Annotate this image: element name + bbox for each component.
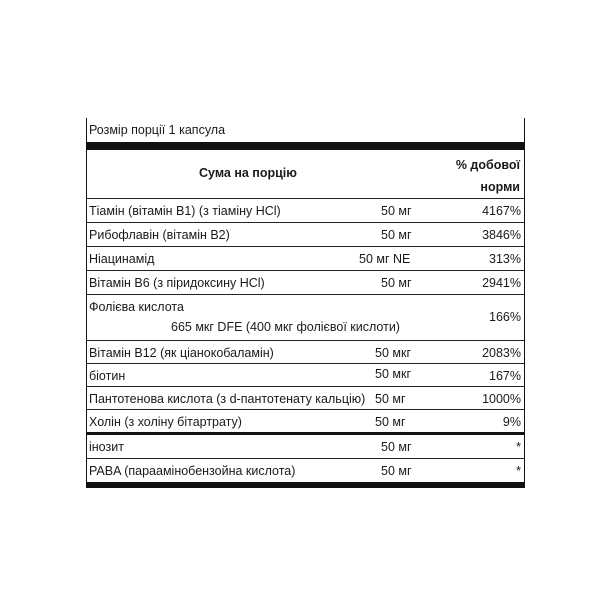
serving-size: Розмір порції 1 капсула: [89, 123, 226, 137]
daily-value-heading-line1: % добової: [455, 158, 520, 172]
nutrient-amount: 50 мг: [381, 464, 412, 478]
nutrient-name: біотин: [89, 369, 126, 383]
nutrient-name: Ніацинамід: [89, 252, 155, 266]
nutrient-row-pantothenic-acid: [87, 386, 524, 410]
table-header: [87, 150, 524, 198]
nutrient-name: Вітамін B12 (як ціанокобаламін): [89, 346, 274, 360]
nutrient-row-thiamin: [87, 198, 524, 223]
nutrient-daily-value: 4167%: [482, 204, 521, 218]
nutrient-daily-value: *: [516, 464, 521, 478]
nutrient-amount: 50 мг: [381, 204, 412, 218]
nutrient-name: Вітамін B6 (з піридоксину HCl): [89, 276, 265, 290]
nutrient-daily-value: 1000%: [482, 392, 521, 406]
nutrient-row-vitamin-b6: [87, 270, 524, 295]
nutrient-daily-value: 9%: [502, 415, 521, 429]
nutrient-amount: 665 мкг DFE (400 мкг фолієвої кислоти): [171, 320, 400, 334]
amount-per-serving-heading: Сума на порцію: [199, 166, 297, 180]
nutrient-amount: 50 мг: [375, 392, 406, 406]
nutrient-amount: 50 мкг: [375, 367, 411, 381]
daily-value-heading: [440, 154, 520, 198]
nutrient-row-paba: [87, 458, 524, 483]
nutrient-row-riboflavin: [87, 222, 524, 247]
nutrient-name: Тіамін (вітамін B1) (з тіаміну HCl): [89, 204, 281, 218]
nutrient-row-folic-acid: [87, 294, 524, 341]
nutrient-amount: 50 мг NE: [359, 252, 411, 266]
nutrient-name: Фолієва кислота: [89, 300, 184, 314]
nutrient-name: Холін (з холіну бітартрату): [89, 415, 242, 429]
nutrient-amount: 50 мкг: [375, 346, 411, 360]
nutrient-row-vitamin-b12: [87, 340, 524, 364]
nutrient-daily-value: 167%: [489, 369, 521, 383]
nutrient-row-niacinamide: [87, 246, 524, 271]
nutrient-daily-value: 2083%: [482, 346, 521, 360]
nutrient-name: інозит: [89, 440, 124, 454]
nutrient-daily-value: 3846%: [482, 228, 521, 242]
nutrient-daily-value: *: [516, 440, 521, 454]
bottom-divider: [87, 482, 524, 487]
nutrient-daily-value: 313%: [489, 252, 521, 266]
nutrient-name: Пантотенова кислота (з d-пантотенату кальцію): [89, 392, 366, 406]
nutrient-amount: 50 мг: [381, 228, 412, 242]
nutrient-amount: 50 мг: [381, 276, 412, 290]
nutrient-name: PABA (параамінобензойна кислота): [89, 464, 296, 478]
thick-divider: [87, 142, 524, 150]
nutrient-daily-value: 166%: [489, 310, 521, 324]
supplement-facts-panel: [86, 118, 525, 488]
nutrient-amount: 50 мг: [375, 415, 406, 429]
nutrient-row-choline: [87, 409, 524, 433]
nutrient-amount: 50 мг: [381, 440, 412, 454]
nutrient-daily-value: 2941%: [482, 276, 521, 290]
nutrient-row-inositol: [87, 435, 524, 458]
nutrient-name: Рибофлавін (вітамін B2): [89, 228, 230, 242]
daily-value-heading-line2: норми: [480, 180, 520, 194]
nutrient-row-biotin: [87, 363, 524, 387]
